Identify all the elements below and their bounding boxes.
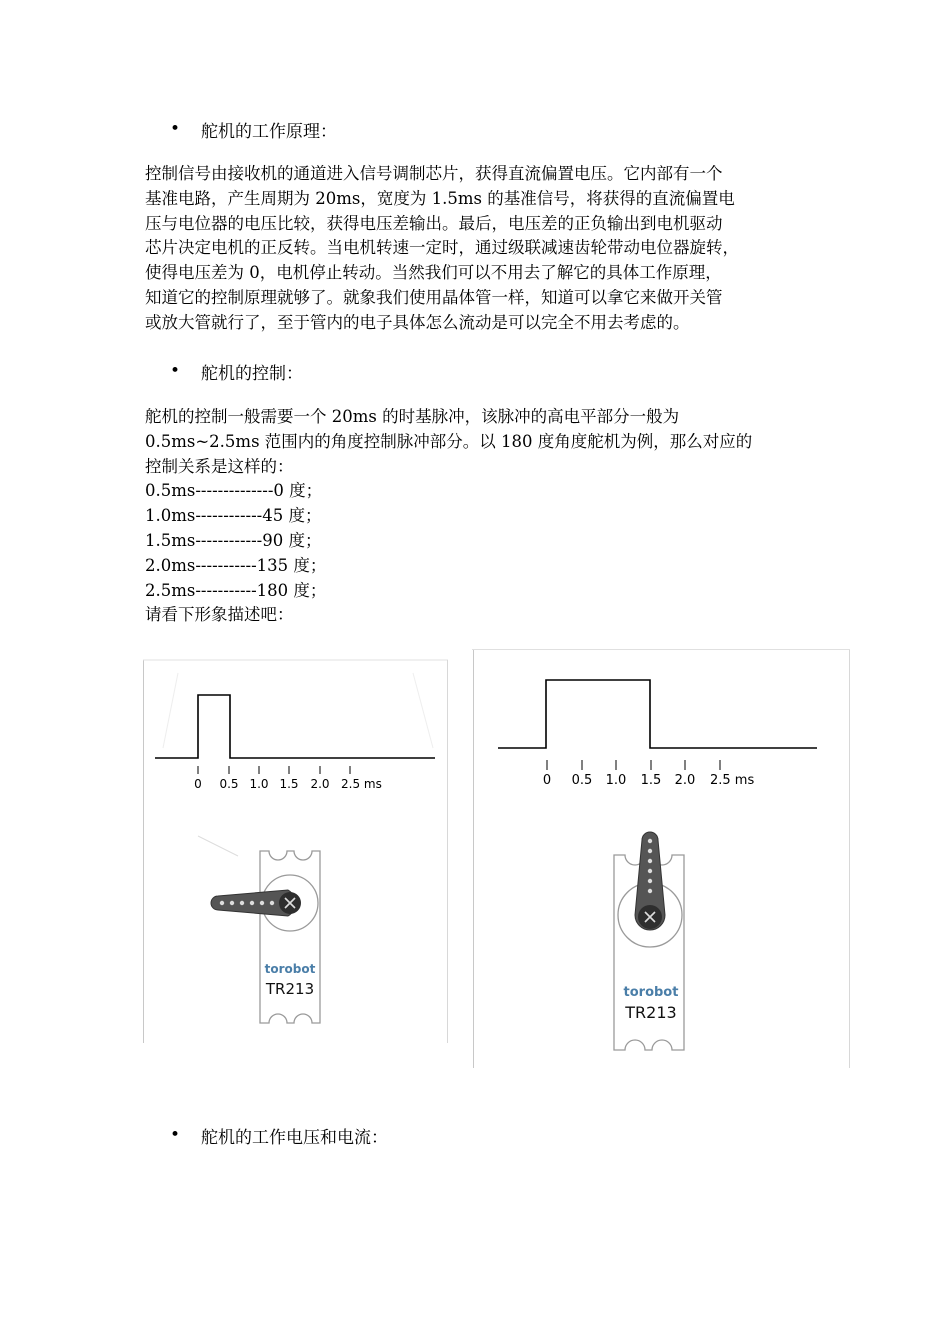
tick-label: 2.5 ms xyxy=(710,773,755,788)
pulse-waveform xyxy=(155,695,435,758)
bullet-dot: • xyxy=(170,119,181,139)
tick-label: 1.5 xyxy=(640,773,662,788)
tick-label: 0 xyxy=(194,777,202,791)
text-line: 使得电压差为 0，电机停止转动。当然我们可以不用去了解它的具体工作原理， xyxy=(145,263,722,283)
tick-label: 2.0 xyxy=(674,773,696,788)
text-line: 压与电位器的电压比较，获得电压差输出。最后，电压差的正负输出到电机驱动 xyxy=(145,213,723,233)
time-axis-ticks xyxy=(198,766,350,774)
tick-label: 1.5 xyxy=(279,777,299,791)
pulse-waveform xyxy=(498,680,817,748)
text-line: 1.5ms------------90 度； xyxy=(145,530,322,550)
tick-label: 0.5 xyxy=(219,777,239,791)
text-line: 0.5ms~2.5ms 范围内的角度控制脉冲部分。以 180 度角度舵机为例，那么对应的 xyxy=(145,431,753,451)
heading-text: 舵机的工作原理： xyxy=(201,122,337,142)
model-label: TR213 xyxy=(625,1003,677,1022)
text-line: 或放大管就行了，至于管内的电子具体怎么流动是可以完全不用去考虑的。 xyxy=(145,312,690,332)
heading-text: 舵机的控制： xyxy=(201,364,303,384)
text-line: 请看下形象描述吧： xyxy=(145,605,294,625)
bullet-dot: • xyxy=(170,361,181,381)
text-line: 0.5ms--------------0 度； xyxy=(145,481,323,501)
text-line: 芯片决定电机的正反转。当电机转速一定时，通过级联减速齿轮带动电位器旋转， xyxy=(145,238,739,258)
model-label: TR213 xyxy=(265,980,315,998)
text-line: 2.5ms-----------180 度； xyxy=(145,580,327,600)
tick-label: 2.5 ms xyxy=(341,777,382,791)
brand-logo: torobot xyxy=(264,962,316,976)
tick-label: 1.0 xyxy=(249,777,269,791)
text-line: 1.0ms------------45 度； xyxy=(145,506,322,526)
text-line: 舵机的控制一般需要一个 20ms 的时基脉冲，该脉冲的高电平部分一般为 xyxy=(145,407,680,426)
tick-label: 2.0 xyxy=(310,777,330,791)
bullet-dot: • xyxy=(170,1125,181,1145)
text-line: 控制关系是这样的： xyxy=(145,456,294,476)
servo-horn-90deg xyxy=(635,832,665,930)
time-axis-ticks xyxy=(547,760,720,770)
tick-label: 0 xyxy=(542,773,552,788)
tick-label: 0.5 xyxy=(571,773,593,788)
servo-horn-0deg xyxy=(211,890,301,916)
text-line: 知道它的控制原理就够了。就象我们使用晶体管一样，知道可以拿它来做开关管 xyxy=(145,287,723,307)
figure-pulse-1-5ms xyxy=(472,648,850,1068)
heading-text: 舵机的工作电压和电流： xyxy=(201,1128,388,1148)
text-line: 控制信号由接收机的通道进入信号调制芯片，获得直流偏置电压。它内部有一个 xyxy=(145,164,723,183)
tick-label: 1.0 xyxy=(605,773,627,788)
text-line: 2.0ms-----------135 度； xyxy=(145,555,327,575)
paragraph-control xyxy=(145,405,815,628)
paragraph-working-principle xyxy=(145,162,815,336)
figure-pulse-0-5ms xyxy=(143,658,448,1043)
text-line: 基准电路，产生周期为 20ms，宽度为 1.5ms 的基准信号，将获得的直流偏置电 xyxy=(145,188,735,208)
brand-logo: torobot xyxy=(623,985,679,1000)
